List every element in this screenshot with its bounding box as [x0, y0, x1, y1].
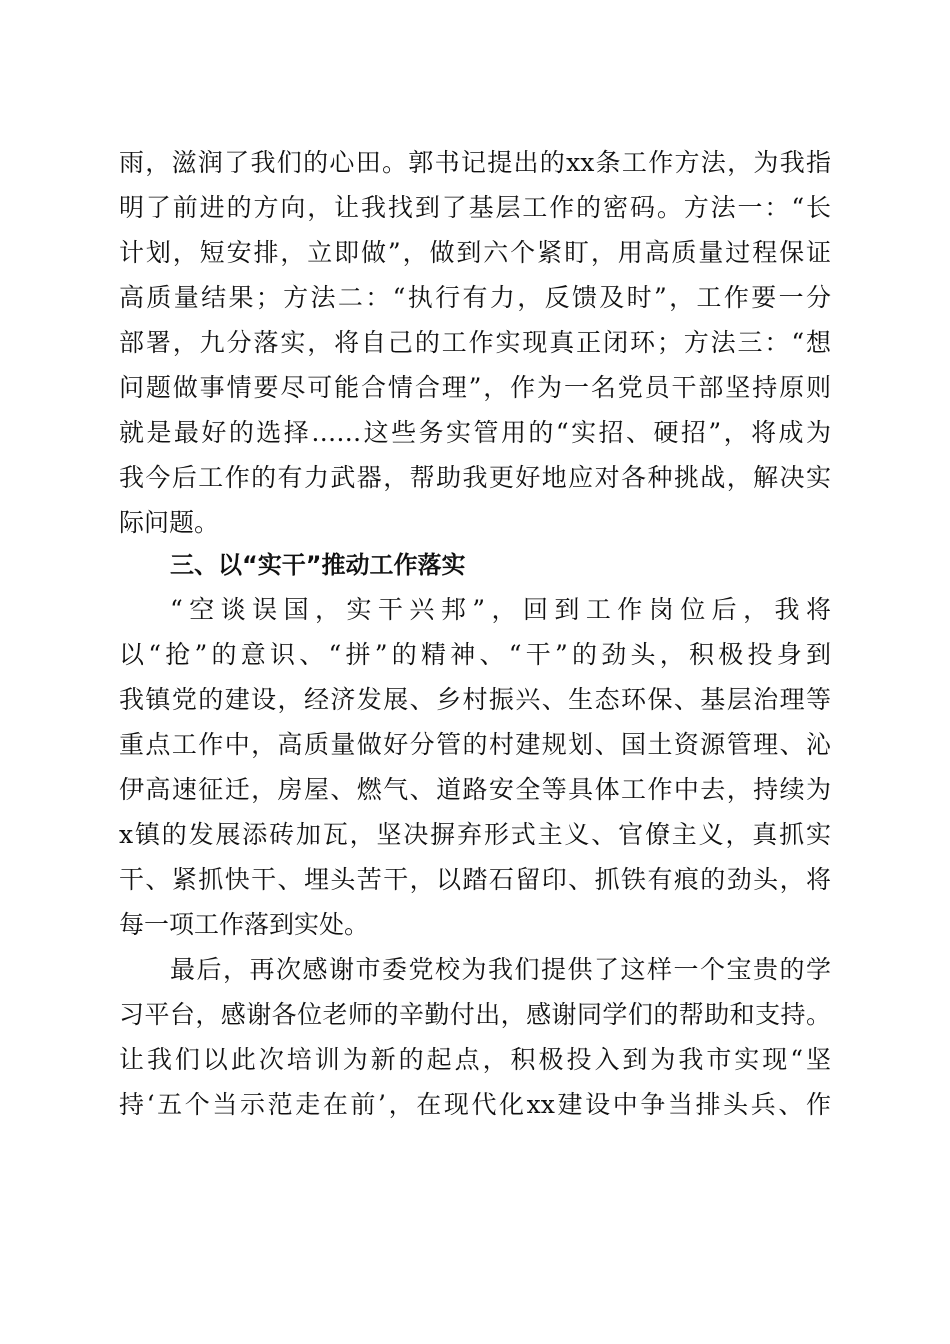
- paragraph-1-line-3: 计划，短安排，立即做”，做到六个紧盯，用高质量过程保证: [119, 238, 831, 267]
- paragraph-2-line-8: 每一项工作落到实处。: [119, 910, 370, 939]
- paragraph-3-line-2: 习平台，感谢各位老师的辛勤付出，感谢同学们的帮助和支持。: [119, 1000, 831, 1029]
- paragraph-2-line-6: x镇的发展添砖加瓦，坚决摒弃形式主义、官僚主义，真抓实: [119, 820, 831, 849]
- paragraph-1-line-7: 就是最好的选择……这些务实管用的“实招、硬招”，将成为: [119, 418, 831, 447]
- paragraph-2-line-1: “空谈误国，实干兴邦”，回到工作岗位后，我将: [170, 595, 831, 624]
- paragraph-1-line-2: 明了前进的方向，让我找到了基层工作的密码。方法一：“长: [119, 193, 831, 222]
- paragraph-1-line-6: 问题做事情要尽可能合情合理”，作为一名党员干部坚持原则: [119, 373, 831, 402]
- paragraph-2-line-7: 干、紧抓快干、埋头苦干，以踏石留印、抓铁有痕的劲头，将: [119, 865, 831, 894]
- paragraph-2-line-3: 我镇党的建设，经济发展、乡村振兴、生态环保、基层治理等: [119, 685, 831, 714]
- paragraph-3-line-4: 持‘五个当示范走在前’，在现代化xx建设中争当排头兵、作: [119, 1090, 831, 1119]
- paragraph-2-line-2: 以“抢”的意识、“拼”的精神、“干”的劲头，积极投身到: [119, 640, 831, 669]
- paragraph-2-line-5: 伊高速征迁，房屋、燃气、道路安全等具体工作中去，持续为: [119, 775, 831, 804]
- paragraph-1-line-1: 雨，滋润了我们的心田。郭书记提出的xx条工作方法，为我指: [119, 148, 831, 177]
- paragraph-1-line-9: 际问题。: [119, 508, 220, 537]
- paragraph-1-line-4: 高质量结果；方法二：“执行有力，反馈及时”，工作要一分: [119, 283, 831, 312]
- paragraph-3-line-1: 最后，再次感谢市委党校为我们提供了这样一个宝贵的学: [170, 955, 831, 984]
- paragraph-2-line-4: 重点工作中，高质量做好分管的村建规划、国土资源管理、沁: [119, 730, 831, 759]
- section-heading: 三、以“实干”推动工作落实: [170, 551, 466, 579]
- paragraph-1-line-5: 部署，九分落实，将自己的工作实现真正闭环；方法三：“想: [119, 328, 831, 357]
- paragraph-1-line-8: 我今后工作的有力武器，帮助我更好地应对各种挑战，解决实: [119, 463, 831, 492]
- paragraph-3-line-3: 让我们以此次培训为新的起点，积极投入到为我市实现“坚: [119, 1045, 831, 1074]
